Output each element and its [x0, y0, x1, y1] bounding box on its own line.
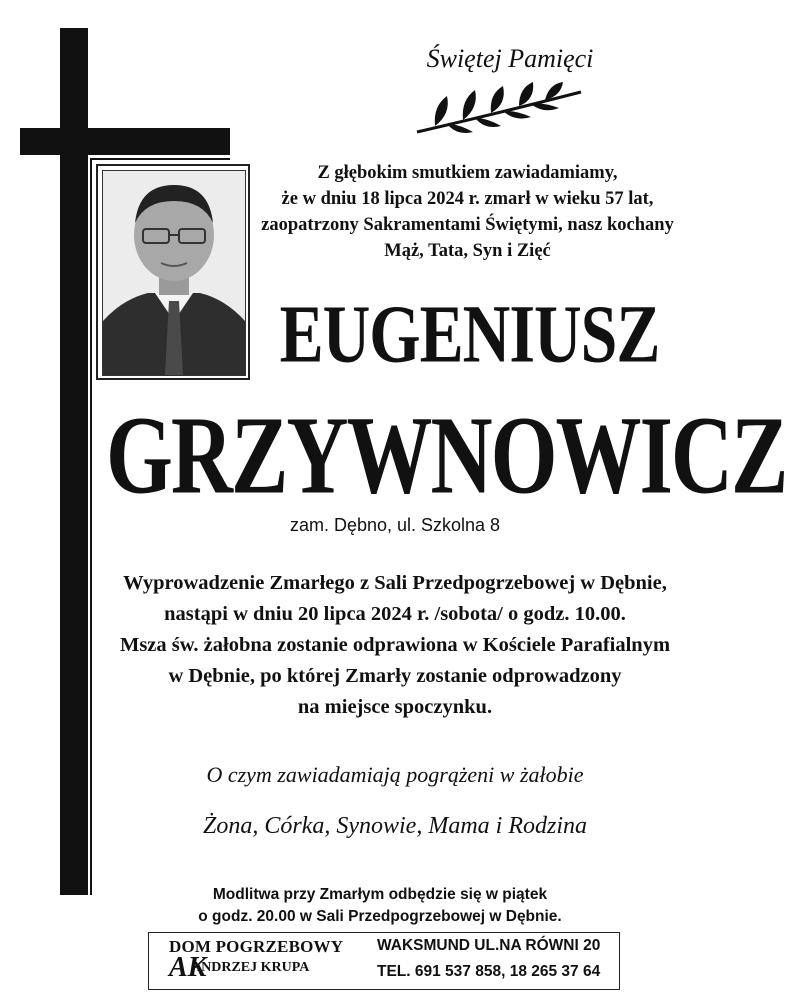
funeral-home-phone: TEL. 691 537 858, 18 265 37 64	[377, 963, 601, 980]
intro-line: Z głębokim smutkiem zawiadamiamy,	[317, 163, 618, 183]
funeral-line: Msza św. żałobna zostanie odprawiona w Kościele Parafialnym	[119, 634, 671, 656]
portrait-photo	[96, 164, 250, 380]
funeral-home-address: WAKSMUND UL.NA RÓWNI 20	[377, 937, 601, 954]
cross-outline-horizontal	[90, 158, 230, 160]
page-title: Świętej Pamięci	[426, 44, 594, 73]
funeral-home-box	[148, 932, 620, 990]
portrait-photo-inner	[102, 170, 246, 376]
intro-line: zaopatrzony Sakramentami Świętymi, nasz kochany	[261, 215, 674, 235]
cross-icon-vertical	[60, 28, 88, 895]
funeral-home-name: DOM POGRZEBOWY	[169, 937, 344, 956]
cross-icon-horizontal	[20, 128, 230, 155]
intro-line: że w dniu 18 lipca 2024 r. zmarł w wieku 57 lat,	[281, 189, 654, 209]
cross-outline-vertical	[90, 158, 92, 895]
funeral-home-owner: ANDRZEJ KRUPA	[191, 960, 310, 975]
intro-line: Mąż, Tata, Syn i Zięć	[384, 241, 551, 261]
prayer-line: Modlitwa przy Zmarłym odbędzie się w piątek	[212, 886, 548, 903]
portrait-figure-icon	[103, 171, 245, 375]
funeral-line: w Dębnie, po której Zmarły zostanie odprowadzony	[168, 665, 622, 687]
funeral-line: nastąpi w dniu 20 lipca 2024 r. /sobota/ o godz. 10.00.	[164, 603, 626, 625]
prayer-line: o godz. 20.00 w Sali Przedpogrzebowej w Dębnie.	[198, 908, 562, 925]
mourners-intro: O czym zawiadamiają pogrążeni w żałobie	[206, 762, 584, 787]
funeral-line: Wyprowadzenie Zmarłego z Sali Przedpogrzebowej w Dębnie,	[123, 572, 667, 594]
deceased-last-name: GRZYWNOWICZ	[106, 392, 786, 518]
palm-branch-icon	[415, 84, 585, 136]
deceased-first-name: EUGENIUSZ	[279, 288, 660, 380]
funeral-line: na miejsce spoczynku.	[297, 696, 493, 718]
funeral-home-logo: AK	[169, 952, 207, 983]
mourners-family: Żona, Córka, Synowie, Mama i Rodzina	[203, 813, 587, 839]
funeral-details	[100, 568, 690, 723]
deceased-address: zam. Dębno, ul. Szkolna 8	[289, 515, 501, 535]
announcement-intro	[250, 160, 685, 264]
prayer-info	[140, 884, 620, 928]
